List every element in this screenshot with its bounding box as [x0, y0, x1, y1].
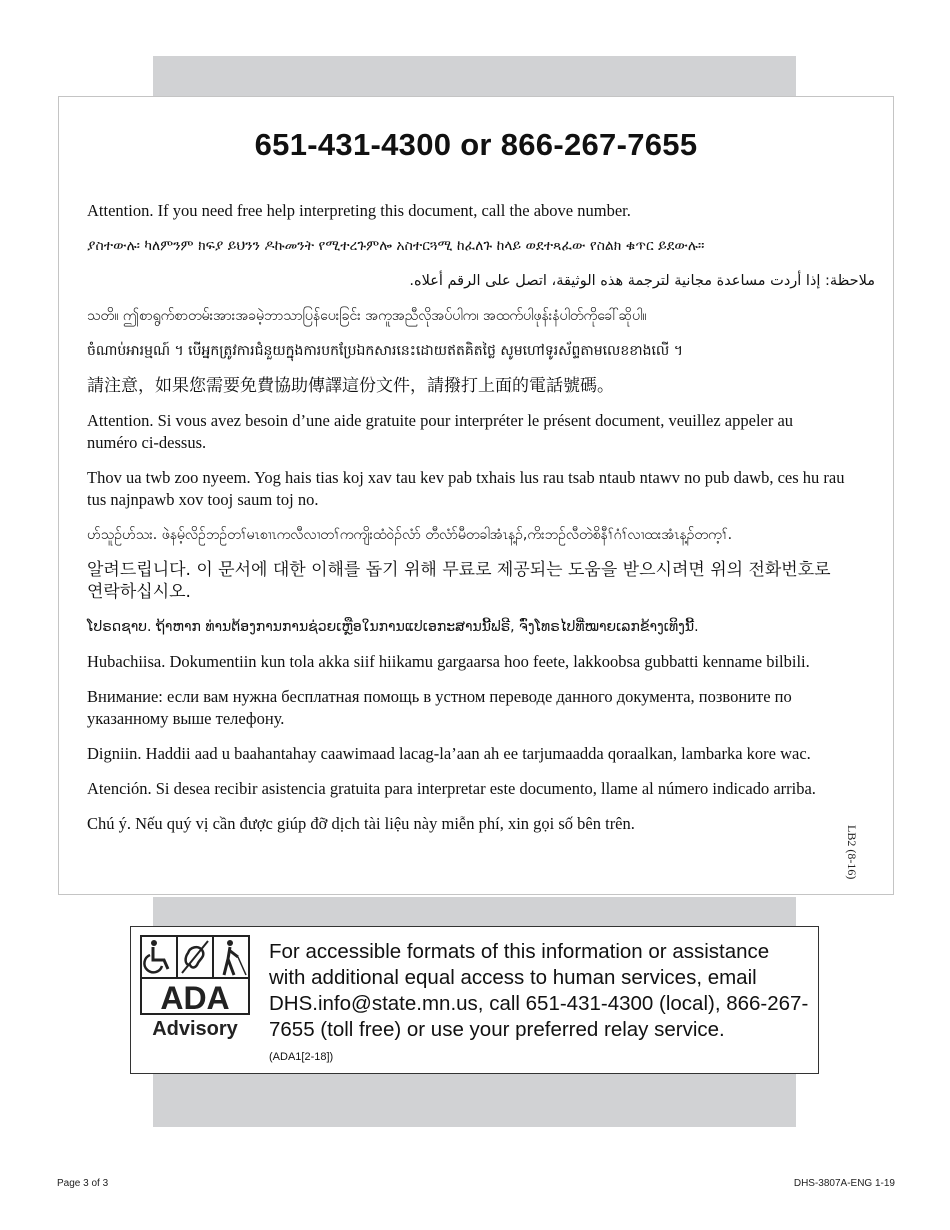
ada-form-code: (ADA1[2-18]): [269, 1051, 334, 1063]
phone-numbers-title: 651-431-4300 or 866-267-7655: [254, 127, 698, 162]
page-number: Page 3 of 3: [57, 1178, 109, 1189]
notice-russian: Внимание: если вам нужна бесплатная помощь в устном переводе данного документа, позвоните по указанному выше телефону.: [87, 687, 792, 728]
notice-arabic: ملاحظة: إذا أردت مساعدة مجانية لترجمة هذه الوثيقة، اتصل على الرقم أعلاه.: [409, 273, 875, 289]
ada-logo-text: ADA: [160, 980, 230, 1016]
notice-hmong: Thov ua twb zoo nyeem. Yog hais tias koj xav tau kev pab txhais lus rau tsab ntaub ntawv no pub dawb, ces hu rau tus najnpawb xov tooj saum toj no.: [87, 468, 845, 509]
notice-karen: ဟ်သူဉ်ဟ်သး. ဖဲနမ့်လိဉ်ဘဉ်တၢ်မၤစၢၤကလီလၢတၢ်ကကျိးထံဝဲၣ်လံာ် တီလံာ်မီတခါအံၤန့ၣ်,ကိးဘဉ်လီတဲစိနီၢ်ဂံၢ်လၢထးအံၤန့ၣ်တက့ၢ်.: [87, 527, 733, 543]
form-code: LB2 (8-16): [845, 825, 859, 880]
notice-somali: Digniin. Haddii aad u baahantahay caawimaad lacag-la’aan ah ee tarjumaadda qoraalkan, lambarka kore wac.: [87, 744, 811, 763]
ada-logo-subtext: Advisory: [152, 1018, 238, 1039]
ada-advisory-logo: [140, 935, 250, 1039]
notice-oromo: Hubachiisa. Dokumentiin kun tola akka siif hiikamu gargaarsa hoo feete, lakkoobsa gubbatti kenname bilbili.: [87, 652, 810, 671]
notice-burmese: သတိ။ ဤစာရွက်စာတမ်းအားအခမဲ့ဘာသာပြန်ပေးခြင်း အကူအညီလိုအပ်ပါက၊ အထက်ပါဖုန်းနံပါတ်ကိုခေါ်ဆိုပါ။: [87, 308, 647, 324]
ada-advisory-text: For accessible formats of this information or assistance with additional equal access to human services, email DHS.info@state.mn.us, call 651-431-4300 (local), 866-267-7655 (toll free) or use your preferred relay service.: [269, 940, 809, 1041]
notice-list: [87, 200, 875, 848]
notice-english: Attention. If you need free help interpreting this document, call the above number.: [87, 201, 631, 220]
notice-korean: 알려드립니다. 이 문서에 대한 이해를 돕기 위해 무료로 제공되는 도움을 받으시려면 위의 전화번호로 연락하십시오.: [87, 560, 831, 602]
notice-spanish: Atención. Si desea recibir asistencia gratuita para interpretar este documento, llame al número indicado arriba.: [87, 779, 816, 798]
notice-cambodian: ចំណាប់អារម្មណ៍ ។ បើអ្នកត្រូវការជំនួយក្នុងការបកប្រែឯកសារនេះដោយឥតគិតថ្លៃ សូមហៅទូរស័ព្ទតាមលេខខាងលើ ។: [87, 343, 683, 359]
notice-vietnamese: Chú ý. Nếu quý vị cần được giúp đỡ dịch tài liệu này miễn phí, xin gọi số bên trên.: [87, 814, 635, 833]
notice-lao: ໂປຣດຊາບ. ຖ້າຫາກ ທ່ານຕ້ອງການການຊ່ວຍເຫຼືອໃນການແປເອກະສານນີ້ຟຣີ, ຈົ່ງໂທຣໄປທີ່ໝາຍເລກຂ້າງເທິງນີ້.: [87, 619, 699, 635]
notice-french: Attention. Si vous avez besoin d’une aide gratuite pour interpréter le présent document, veuillez appeler au numéro ci-dessus.: [87, 411, 794, 452]
ada-advisory-box: [130, 926, 819, 1074]
document-code: DHS-3807A-ENG 1-19: [793, 1178, 895, 1189]
language-notice-box: [58, 96, 894, 895]
notice-chinese: 請注意，如果您需要免費協助傳譯這份文件，請撥打上面的電話號碼。: [87, 376, 614, 396]
notice-amharic: ያስተውሉ፡ ካለምንም ክፍያ ይህንን ዶኩመንት የሚተረጉምሎ አስተርጓሚ ከፈለጉ ከላይ ወደተጻፈው የስልክ ቁጥር ይደውሉ።: [87, 238, 705, 254]
top-grey-band: [153, 56, 796, 98]
